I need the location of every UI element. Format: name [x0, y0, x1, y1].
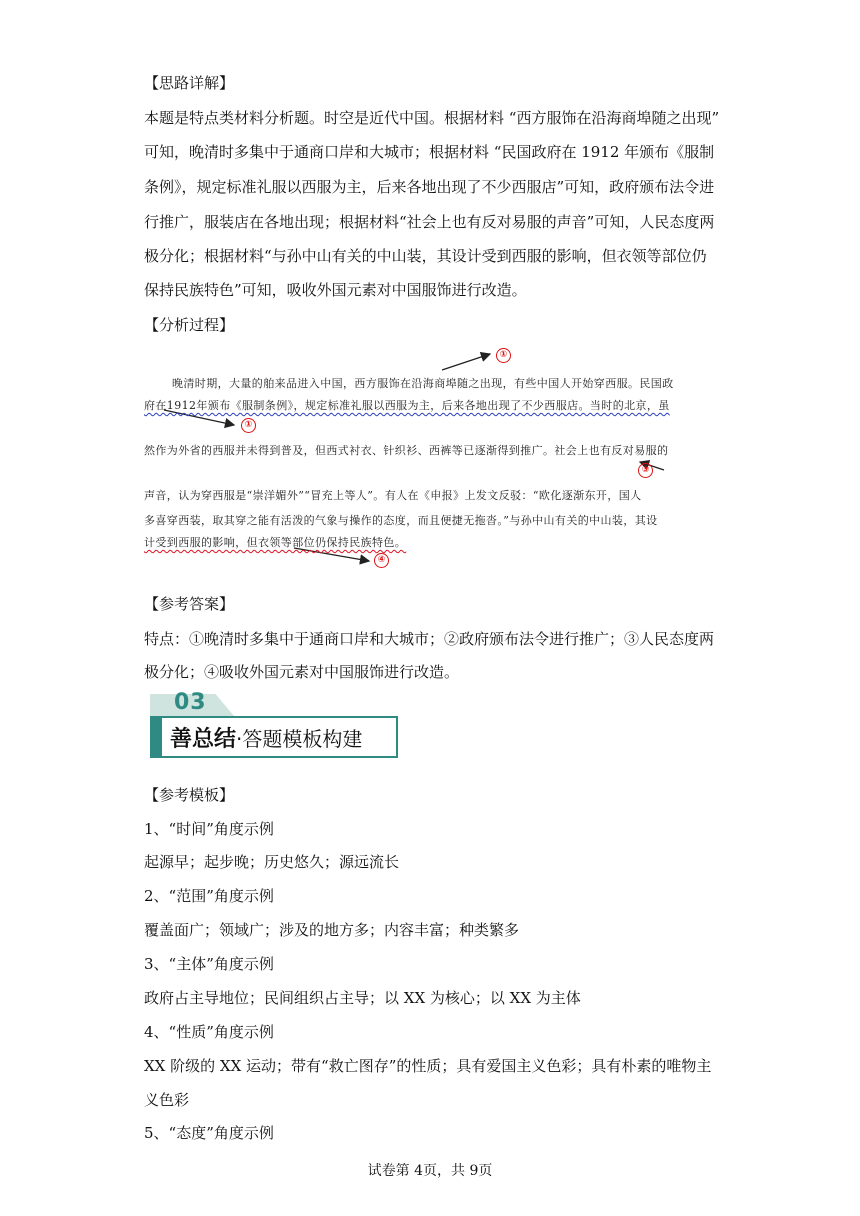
marker-1: ① — [496, 348, 511, 363]
template-item-title: 3、“主体”角度示例 — [144, 955, 274, 973]
template-item-title: 1、“时间”角度示例 — [144, 820, 274, 838]
thinking-heading: 【思路详解】 — [144, 74, 235, 92]
template-heading: 【参考模板】 — [144, 786, 235, 804]
analysis-line: 本题是特点类材料分析题。时空是近代中国。根据材料 “西方服饰在沿海商埠随之出现” — [144, 109, 720, 127]
process-heading: 【分析过程】 — [144, 316, 235, 334]
answer-heading: 【参考答案】 — [144, 595, 235, 613]
banner-subtitle: ·答题模板构建 — [236, 727, 363, 751]
answer-line: 特点：①晚清时多集中于通商口岸和大城市；②政府颁布法令进行推广；③人民态度两 — [144, 630, 715, 648]
banner-accent — [152, 718, 162, 756]
template-item-title: 5、“态度”角度示例 — [144, 1124, 274, 1142]
template-item-title: 4、“性质”角度示例 — [144, 1023, 274, 1041]
analysis-line: 极分化；根据材料“与孙中山有关的中山装，其设计受到西服的影响，但衣领等部位仍 — [144, 247, 707, 265]
template-item-body: 政府占主导地位；民间组织占主导；以 XX 为核心；以 XX 为主体 — [144, 989, 581, 1007]
excerpt-line: 计受到西服的影响，但衣领等部位仍保持民族特色。 — [144, 536, 407, 549]
analysis-line: 条例》，规定标准礼服以西服为主，后来各地出现了不少西服店”可知，政府颁布法令进 — [144, 178, 715, 196]
template-item-body: 覆盖面广；领域广；涉及的地方多；内容丰富；种类繁多 — [144, 921, 520, 939]
marker-3: ③ — [638, 463, 653, 478]
excerpt-line: 多喜穿西装，取其穿之能有活泼的气象与操作的态度，而且便捷无拖沓。”与孙中山有关的中山装，其设 — [144, 514, 658, 527]
analysis-line: 行推广，服装店在各地出现；根据材料“社会上也有反对易服的声音”可知，人民态度两 — [144, 213, 715, 231]
banner-title-main: 善总结 — [170, 727, 237, 752]
marker-2: ① — [241, 418, 256, 433]
analysis-line: 保持民族特色”可知，吸收外国元素对中国服饰进行改造。 — [144, 281, 527, 299]
excerpt-line: 晚清时期，大量的舶来品进入中国，西方服饰在沿海商埠随之出现，有些中国人开始穿西服。民国政 — [172, 377, 674, 390]
banner-bar — [150, 716, 398, 758]
banner-title — [170, 722, 362, 753]
template-item-body: 起源早；起步晚；历史悠久；源远流长 — [144, 853, 400, 871]
marker-4: ④ — [374, 553, 389, 568]
page-footer: 试卷第 4页，共 9页 — [367, 1163, 493, 1179]
section-banner — [150, 690, 400, 764]
analysis-line: 可知，晚清时多集中于通商口岸和大城市；根据材料 “民国政府在 1912 年颁布《服制 — [144, 143, 715, 161]
template-item-title: 2、“范围”角度示例 — [144, 887, 274, 905]
excerpt-line: 声音，认为穿西服是“崇洋媚外”“冒充上等人”。有人在《申报》上发文反驳：“欧化逐渐东开，国人 — [144, 489, 642, 502]
template-item-body: 义色彩 — [144, 1091, 190, 1109]
excerpt-line: 然作为外省的西服并未得到普及，但西式衬衣、针织衫、西裤等已逐渐得到推广。社会上也有反对易服的 — [144, 444, 669, 457]
template-item-body: XX 阶级的 XX 运动；带有“救亡图存”的性质；具有爱国主义色彩；具有朴素的唯物主 — [144, 1057, 712, 1075]
excerpt-line: 府在1912年颁布《服制条例》，规定标准礼服以西服为主，后来各地出现了不少西服店。当时的北京，虽 — [144, 399, 670, 412]
scanned-excerpt — [144, 340, 744, 580]
banner-number: 03 — [174, 690, 207, 715]
answer-line: 极分化；④吸收外国元素对中国服饰进行改造。 — [144, 663, 460, 681]
arrow-1 — [442, 354, 490, 370]
